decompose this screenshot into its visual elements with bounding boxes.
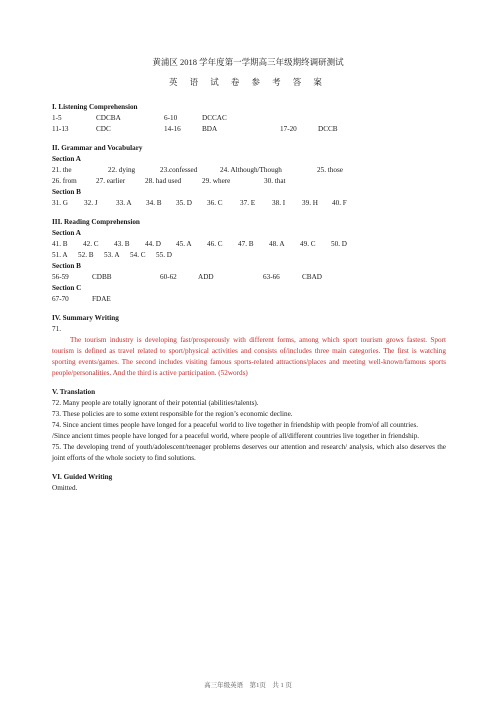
- answer-label: 11-13: [52, 125, 69, 133]
- section-a-label: Section A: [52, 229, 81, 237]
- answer-value: FDAE: [92, 295, 111, 303]
- answer-item: 48. A: [269, 240, 285, 248]
- translation-alternative: /Since ancient times people have longed for a peaceful world, where people of all/different countries live together in friendship.: [52, 432, 420, 440]
- answer-item: 34. B: [146, 199, 162, 207]
- answer-value: ADD: [198, 273, 214, 281]
- answer-item: 31. G: [52, 199, 68, 207]
- answer-item: 32. J: [84, 199, 98, 207]
- answer-value: BDA: [202, 125, 218, 133]
- answer-item: 47. B: [238, 240, 254, 248]
- grammar-row-1: [52, 165, 446, 176]
- answer-value: DCCAC: [202, 114, 227, 122]
- answer-item: 36. C: [207, 199, 223, 207]
- section-heading-translation: V. Translation: [52, 388, 96, 396]
- answer-item: 27. earlier: [96, 177, 126, 185]
- answer-value: CDC: [96, 125, 111, 133]
- answer-item: 49. C: [300, 240, 316, 248]
- answer-item: 45. A: [176, 240, 192, 248]
- translation-answer: 72. Many people are totally ignorant of their potential (abilities/talents).: [52, 399, 259, 407]
- answer-item: 30. that: [264, 177, 286, 185]
- section-heading-summary: IV. Summary Writing: [52, 314, 119, 322]
- answer-item: 43. B: [114, 240, 130, 248]
- answer-item: 50. D: [331, 240, 347, 248]
- answer-label: 14-16: [164, 125, 181, 133]
- vocabulary-row: [52, 198, 446, 209]
- answer-item: 40. F: [332, 199, 347, 207]
- answer-label: 60-62: [160, 273, 177, 281]
- answer-label: 67-70: [52, 295, 69, 303]
- answer-item: 24. Although/Though: [220, 166, 282, 174]
- translation-answer: 75. The developing trend of youth/adolescent/teenager problems deserves our attention and research/ analysis, which also deserves the joint efforts of the whole society to find solutions.: [52, 443, 446, 462]
- writing-answer: Omitted.: [52, 484, 78, 492]
- section-c-label: Section C: [52, 284, 82, 292]
- reading-b-row: [52, 272, 446, 283]
- answer-item: 52. B: [78, 251, 94, 259]
- answer-value: CDBB: [92, 273, 112, 281]
- translation-answer: 74. Since ancient times people have longed for a peaceful world to live together in friendship with people from/of all countries.: [52, 421, 419, 429]
- answer-item: 28. had used: [145, 177, 182, 185]
- answer-item: 26. from: [52, 177, 77, 185]
- answer-content: [52, 102, 446, 494]
- section-b-label: Section B: [52, 188, 81, 196]
- reading-row-1: [52, 239, 446, 250]
- grammar-row-2: [52, 176, 446, 187]
- answer-item: 22. dying: [108, 166, 136, 174]
- answer-item: 46. C: [207, 240, 223, 248]
- answer-item: 51. A: [52, 251, 68, 259]
- answer-label: 56-59: [52, 273, 69, 281]
- question-number: 71.: [52, 325, 61, 333]
- answer-item: 55. D: [156, 251, 172, 259]
- answer-item: 38. I: [272, 199, 286, 207]
- answer-item: 23.confessed: [160, 166, 198, 174]
- answer-value: CBAD: [302, 273, 322, 281]
- answer-label: 1-5: [52, 114, 62, 122]
- section-b-label: Section B: [52, 262, 81, 270]
- answer-item: 35. D: [176, 199, 192, 207]
- answer-label: 6-10: [164, 114, 178, 122]
- section-a-label: Section A: [52, 155, 81, 163]
- answer-item: 25. those: [317, 166, 343, 174]
- answer-item: 37. E: [240, 199, 256, 207]
- listening-row-1: [52, 113, 446, 124]
- document-title: 黄浦区 2018 学年度第一学期高三年级期终调研测试: [152, 57, 344, 67]
- answer-item: 29. where: [202, 177, 231, 185]
- answer-label: 17-20: [280, 125, 297, 133]
- section-heading-reading: III. Reading Comprehension: [52, 218, 140, 226]
- reading-row-2: [52, 250, 446, 261]
- document-subtitle: 英 语 试 卷 参 考 答 案: [169, 77, 327, 87]
- answer-value: DCCB: [318, 125, 338, 133]
- answer-value: CDCBA: [96, 114, 121, 122]
- answer-item: 33. A: [116, 199, 132, 207]
- reading-c-row: [52, 294, 446, 305]
- answer-item: 53. A: [104, 251, 120, 259]
- section-heading-listening: I. Listening Comprehension: [52, 103, 138, 111]
- answer-item: 42. C: [83, 240, 99, 248]
- translation-answer: 73. These policies are to some extent responsible for the region’s economic decline.: [52, 410, 293, 418]
- answer-item: 39. H: [302, 199, 318, 207]
- page-footer: 高三年级英语 第1页 共 1 页: [204, 682, 292, 689]
- summary-answer: The tourism industry is developing fast/prosperously with different forms, among which sport tourism grows fastest. Sport tourism is defined as travel related to sport/physical activities and consists of/includes three main categories. The first is watching sporting events/games. The second includes visiting famous sports-related attractions/places and meeting well-known/famous sports people/personalities. And the third is active participation. (52words): [52, 336, 446, 377]
- answer-item: 54. C: [130, 251, 146, 259]
- answer-item: 41. B: [52, 240, 68, 248]
- answer-label: 63-66: [263, 273, 280, 281]
- answer-item: 21. the: [52, 166, 72, 174]
- section-heading-grammar: II. Grammar and Vocabulary: [52, 144, 143, 152]
- section-heading-writing: VI. Guided Writing: [52, 473, 113, 481]
- answer-item: 44. D: [145, 240, 161, 248]
- listening-row-2: [52, 124, 446, 135]
